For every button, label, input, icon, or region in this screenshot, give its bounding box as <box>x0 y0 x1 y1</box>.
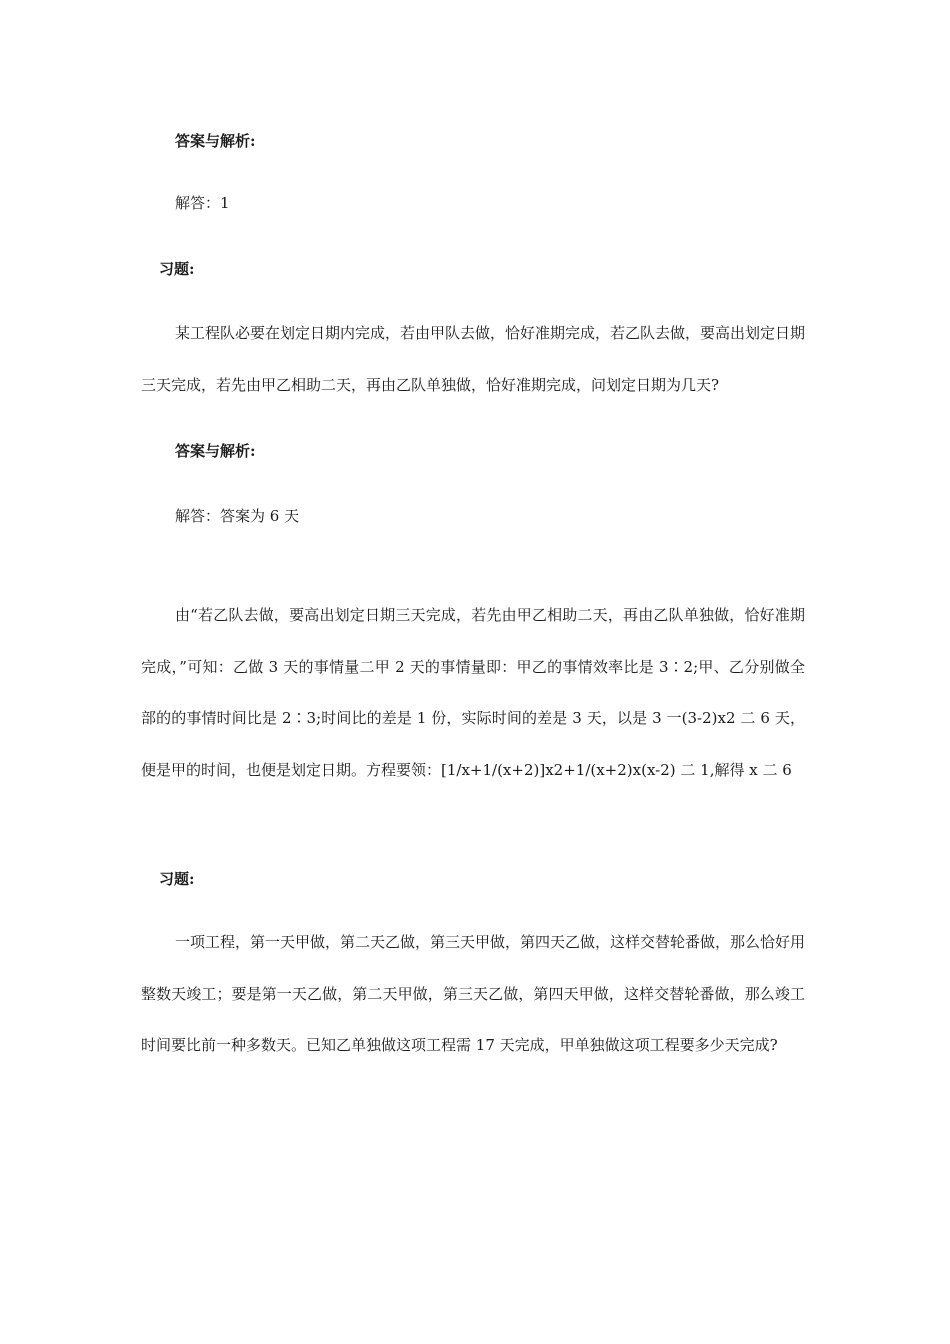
exercise-question-1: 某工程队必要在划定日期内完成，若由甲队去做，恰好准期完成，若乙队去做，要高出划定日期三天完成，若先由甲乙相助二天，再由乙队单独做，恰好准期完成，问划定日期为几天? <box>141 324 806 394</box>
answer-heading-2: 答案与解析: <box>175 442 256 460</box>
exercise-heading-2: 习题: <box>159 870 195 888</box>
answer-explanation-2: 由“若乙队去做，要高出划定日期三天完成，若先由甲乙相助二天，再由乙队单独做，恰好准期完成，”可知：乙做 3 天的事情量二甲 2 天的事情量即：甲乙的事情效率比是 3∶2;甲、乙分别做全部的的事情时间比是 2∶3;时间比的差是 1 份，实际时间的差是 3 天，以是 3 一(3-2)x2 二 6 天，便是甲的时间，也便是划定日期。方程要领：[1/x+1/(x+2)]x2+1/(x+2)x(x-2) 二 1,解得 x 二 6 <box>141 606 805 779</box>
answer-text-2: 解答：答案为 6 天 <box>175 507 300 525</box>
answer-heading-1: 答案与解析: <box>175 132 256 150</box>
exercise-heading-1: 习题: <box>159 260 195 278</box>
exercise-question-2: 一项工程，第一天甲做，第二天乙做，第三天甲做，第四天乙做，这样交替轮番做，那么恰好用整数天竣工；要是第一天乙做，第二天甲做，第三天乙做，第四天甲做，这样交替轮番做，那么竣工时间要比前一种多数天。已知乙单独做这项工程需 17 天完成，甲单独做这项工程要多少天完成? <box>141 933 806 1054</box>
answer-text-1: 解答：1 <box>175 194 230 212</box>
